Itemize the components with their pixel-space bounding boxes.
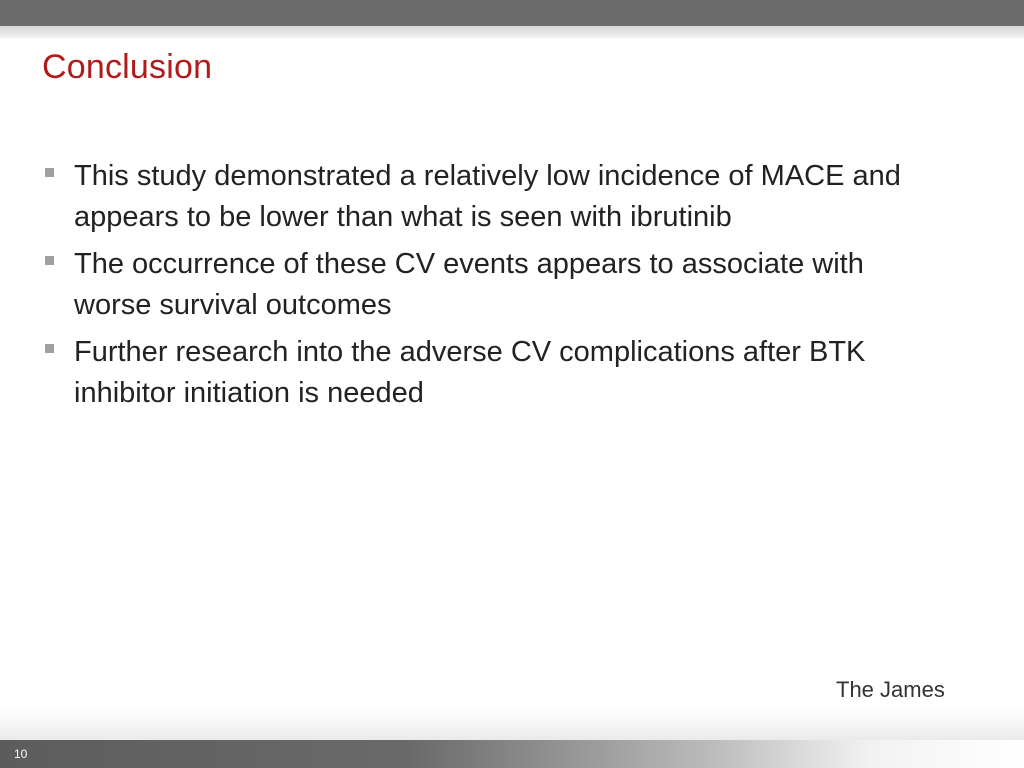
footer-bar	[0, 740, 1024, 768]
square-bullet-icon	[45, 344, 54, 353]
square-bullet-icon	[45, 168, 54, 177]
page-number: 10	[14, 747, 28, 761]
bullet-item	[42, 156, 942, 238]
bullet-list	[42, 156, 942, 420]
footer-fade	[0, 708, 1024, 740]
top-header-bar	[0, 0, 1024, 26]
slide-title: Conclusion	[42, 48, 213, 86]
header-divider	[0, 26, 1024, 38]
bullet-text: Further research into the adverse CV complications after BTK inhibitor initiation is needed	[74, 336, 866, 409]
the-james-wordmark: The James	[836, 677, 945, 702]
bullet-item	[42, 244, 942, 326]
square-bullet-icon	[45, 256, 54, 265]
bullet-item	[42, 332, 942, 414]
bullet-text: The occurrence of these CV events appears to associate with worse survival outcomes	[74, 248, 864, 321]
bullet-text: This study demonstrated a relatively low incidence of MACE and appears to be lower than what is seen with ibrutinib	[74, 160, 901, 233]
